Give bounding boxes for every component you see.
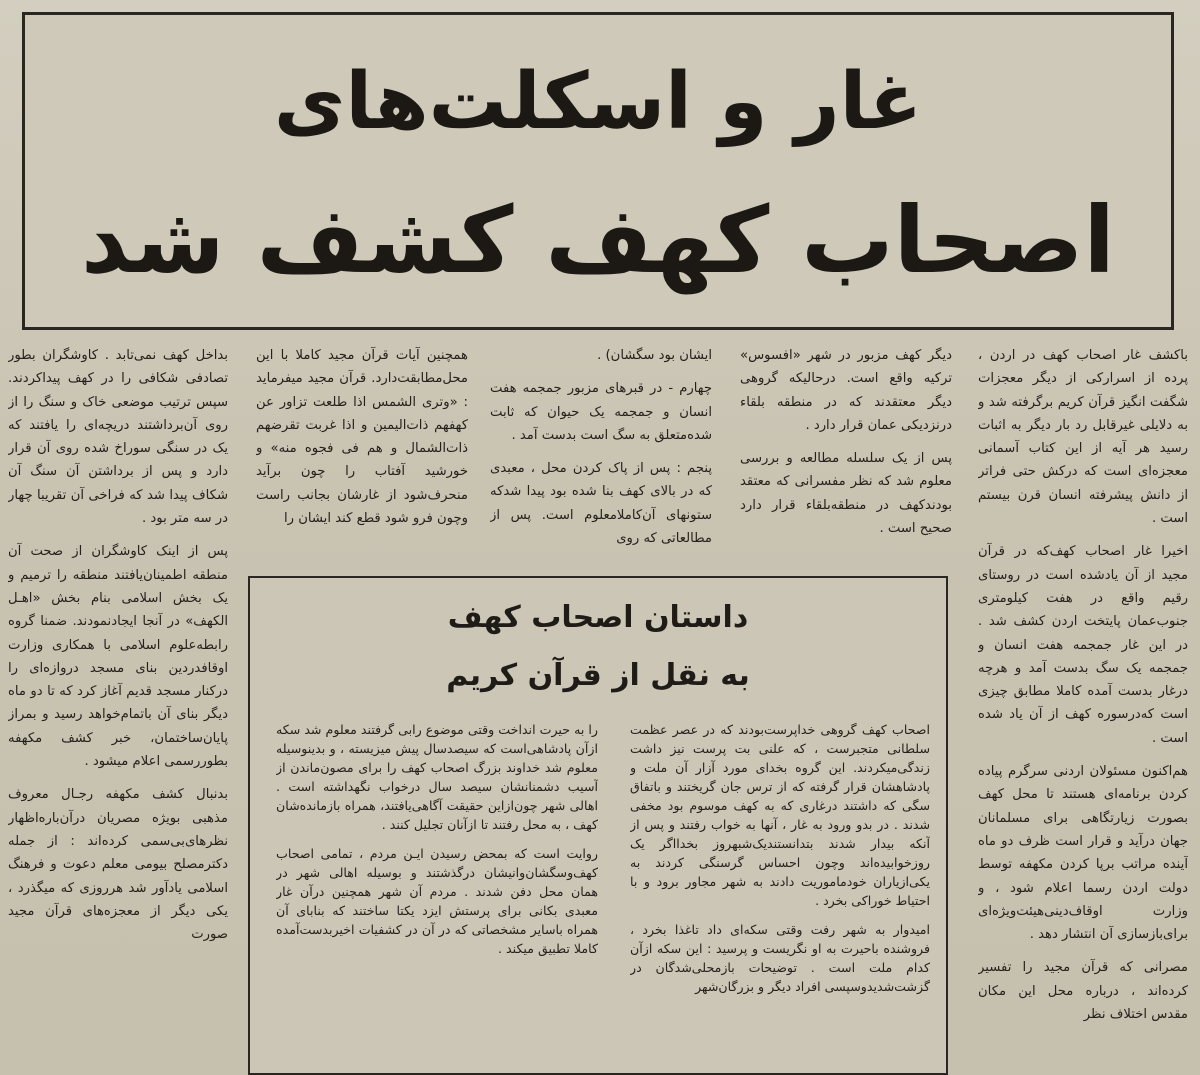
headline-box [22, 12, 1174, 330]
paragraph: پنجم : پس از پاک کردن محل ، معبدی که در بالای کهف بنا شده بود پیدا شدکه ستونهای آن‌کاملامعلوم است. پس از مطالعاتی که روی [490, 461, 712, 547]
paragraph: را به حیرت انداخت وقتی موضوع رابی گرفتند معلوم شد سکه ازآن پادشاهی‌است که سیصدسال پیش میزیسته ، و بدینوسیله معلوم شد خداوند بزرگ اصحاب کهف را برای مصون‌ماندن از آسیب دشمنانشان سیصد سال درخواب نگهداشته است . اهالی شهر چون‌ازاین حقیقت آگاهی‌یافتند، همراه بازمانده‌شان کهف ، به محل رفتند تا ازآنان تجلیل کنند . [276, 722, 598, 832]
paragraph: همچنین آیات قرآن مجید کاملا با این محل‌مطابقت‌دارد. قرآن مجید میفرماید : «وتری الشمس اذا طلعت تزاور عن کهفهم ذات‌الیمین و اذا غربت تقرضهم ذات‌الشمال و هم فی فجوه منه» و خورشید آفتاب را چون برآید منحرف‌شود از غارشان بجانب راست وچون فرو شود قطع کند ایشان را [256, 348, 468, 527]
paragraph: بداخل کهف نمی‌تابد . کاوشگران بطور تصادفی شکافی را در کهف پیداکردند. سپس ترتیب موضعی خاک و سنگ را از روی آن‌برداشتند دریچه‌ای را یافتند که یک در سنگی سوراخ شده روی آن قرار دارد و پس از برداشتن آن سنگ آن شکاف پیدا شد که فراخی آن تقریبا چهار در سه متر بود . [8, 348, 228, 527]
headline-line-1: غار و اسکلت‌های [273, 57, 923, 147]
article-column-1 [978, 344, 1188, 1074]
paragraph: امیدوار به شهر رفت وقتی سکه‌ای داد تاغذا بخرد ، فروشنده باحیرت به او نگریست و پرسید : این سکه ازآن کدام ملت است . توضیحات بازمحلی‌شدگان در گزشت‌شدیدوسپسی افراد دیگر و بزرگان‌شهر [630, 922, 930, 994]
article-column-4 [256, 344, 468, 566]
paragraph: اخیرا غار اصحاب کهف‌که در قرآن مجید از آن یادشده است در روستای رقیم واقع در هفت کیلومتری جنوب‌عمان پایتخت اردن کشف شد . در این غار جمجمه هفت انسان و جمجمه یک سگ بدست آمد و هرچه درغار بدست آمده کاملا مطابق چیزی است که‌درسوره کهف از آن یاد شده است . [978, 544, 1188, 746]
headline-line-2: اصحاب کهف کشف شد [81, 187, 1115, 294]
inset-column-left [276, 720, 598, 1070]
paragraph: روایت است که بمحض رسیدن ایـن مردم ، تمامی اصحاب کهف‌وسگشان‌وانیشان درگذشتند و بوسیله اهالی شهر در همان محل دفن شدند . مردم آن شهر همچنین درآن غار معبدی بکانی برای پرستش ایزد یکتا ساختند که بنابای آن همراه باسایر مشخصاتی که در آن در کشفیات اخیربدست‌آمده کاملا تطبیق میکند . [276, 846, 598, 956]
article-column-3 [490, 344, 712, 566]
inset-box [248, 576, 948, 1075]
article-column-2 [740, 344, 952, 566]
paragraph: اصحاب کهف گروهی خداپرست‌بودند که در عصر عظمت سلطانی متجبرست ، که علنی بت پرست نیز داشت زندگی‌میکردند. این گروه بخدای مورد آزار آن ملت و پادشاهشان قرار گرفته که از ترس جان گریختند و باتفاق سگی که داشتند درغاری که به کهف موسوم بود مخفی شدند . در بدو ورود به غار ، آنها به خواب رفتند و پس از آنکه بیدار شدند بتدانستندیک‌شبهروز بخدااگر یک روزخوابیده‌اند وچون احساس گرسنگی کردند به یکی‌ازیاران خودماموریت دادند به شهر مجاور برود و با احتیاط خوراکی بخرد . [630, 722, 930, 908]
inset-title: داستان اصحاب کهف [447, 600, 749, 635]
paragraph: مصرانی که قرآن مجید را تفسیر کرده‌اند ، درباره محل این مکان مقدس اختلاف نظر [978, 960, 1188, 1023]
paragraph: پس از اینک کاوشگران از صحت آن منطقه اطمینان‌یافتند منطقه را ترمیم و یک بخش اسلامی بنام بخش «اهـل الکهف» در آنجا ایجادنمودند. ضمنا گروه رابطه‌علوم اسلامی با همکاری وزارت اوقافدردین بنای مسجد دروازه‌ای را درکنار مسجد قدیم آغاز کرد که تا دو ماه دیگر بنای آن باتمام‌خواهد رسید و بمراز پایان‌ساختمان، خبر کشف مکهفه بطوررسمی اعلام میشود . [8, 544, 228, 770]
paragraph: ایشان بود سگشان) . [597, 348, 712, 363]
paragraph: هم‌اکنون مسئولان اردنی سرگرم پیاده کردن برنامه‌ای هستند تا محل کهف بصورت زیارتگاهی برای مسلمانان جهان درآید و قرار است ظرف دو ماه آینده مراتب برپا کردن مکهفه توسط دولت اردن رسما اعلام شود ، و وزارت اوقاف‌دینی‌هیئت‌ویژه‌ای برای‌بازسازی آن انتشار دهد . [978, 764, 1188, 943]
inset-column-right [630, 720, 930, 1070]
inset-subtitle: به نقل از قرآن کریم [446, 658, 750, 693]
article-column-5 [8, 344, 228, 1074]
paragraph: بدنبال کشف مکهفه رجـال معروف مذهبی بویژه مصریان درآن‌باره‌اظهار نظرهای‌بی‌سمی کرده‌اند : از جمله دکترمصلح بیومی معلم دعوت و فرهنگ اسلامی یادآور شد هرروزی که میگذرد ، یکی دیگر از معجزه‌های قرآن مجید صورت [8, 787, 228, 943]
paragraph: باکشف غار اصحاب کهف در اردن ، پرده از اسرارکی از دیگر معجزات شگفت انگیز قرآن کریم برگرفته شد و به دلایلی غیرقابل رد بار دیگر به اثبات رسید هر آیه از این کتاب آسمانی معجزه‌ای است که درکش حتی فراتر از دانش پیشرفته انسان قرن بیستم است . [978, 348, 1188, 527]
paragraph: چهارم - در قبرهای مزبور جمجمه هفت انسان و جمجمه یک حیوان که ثابت شده‌متعلق به سگ است بدست آمد . [490, 381, 712, 443]
paragraph: پس از یک سلسله مطالعه و بررسی معلوم شد که نظر مفسرانی که معتقد بودندکهف در منطقه‌بلقاء قرار دارد صحیح است . [740, 451, 952, 537]
paragraph: دیگر کهف مزبور در شهر «افسوس» ترکیه واقع است. درحالیکه گروهی دیگر معتقدند که در منطقه بلقاء درنزدیکی عمان قرار دارد . [740, 348, 952, 433]
